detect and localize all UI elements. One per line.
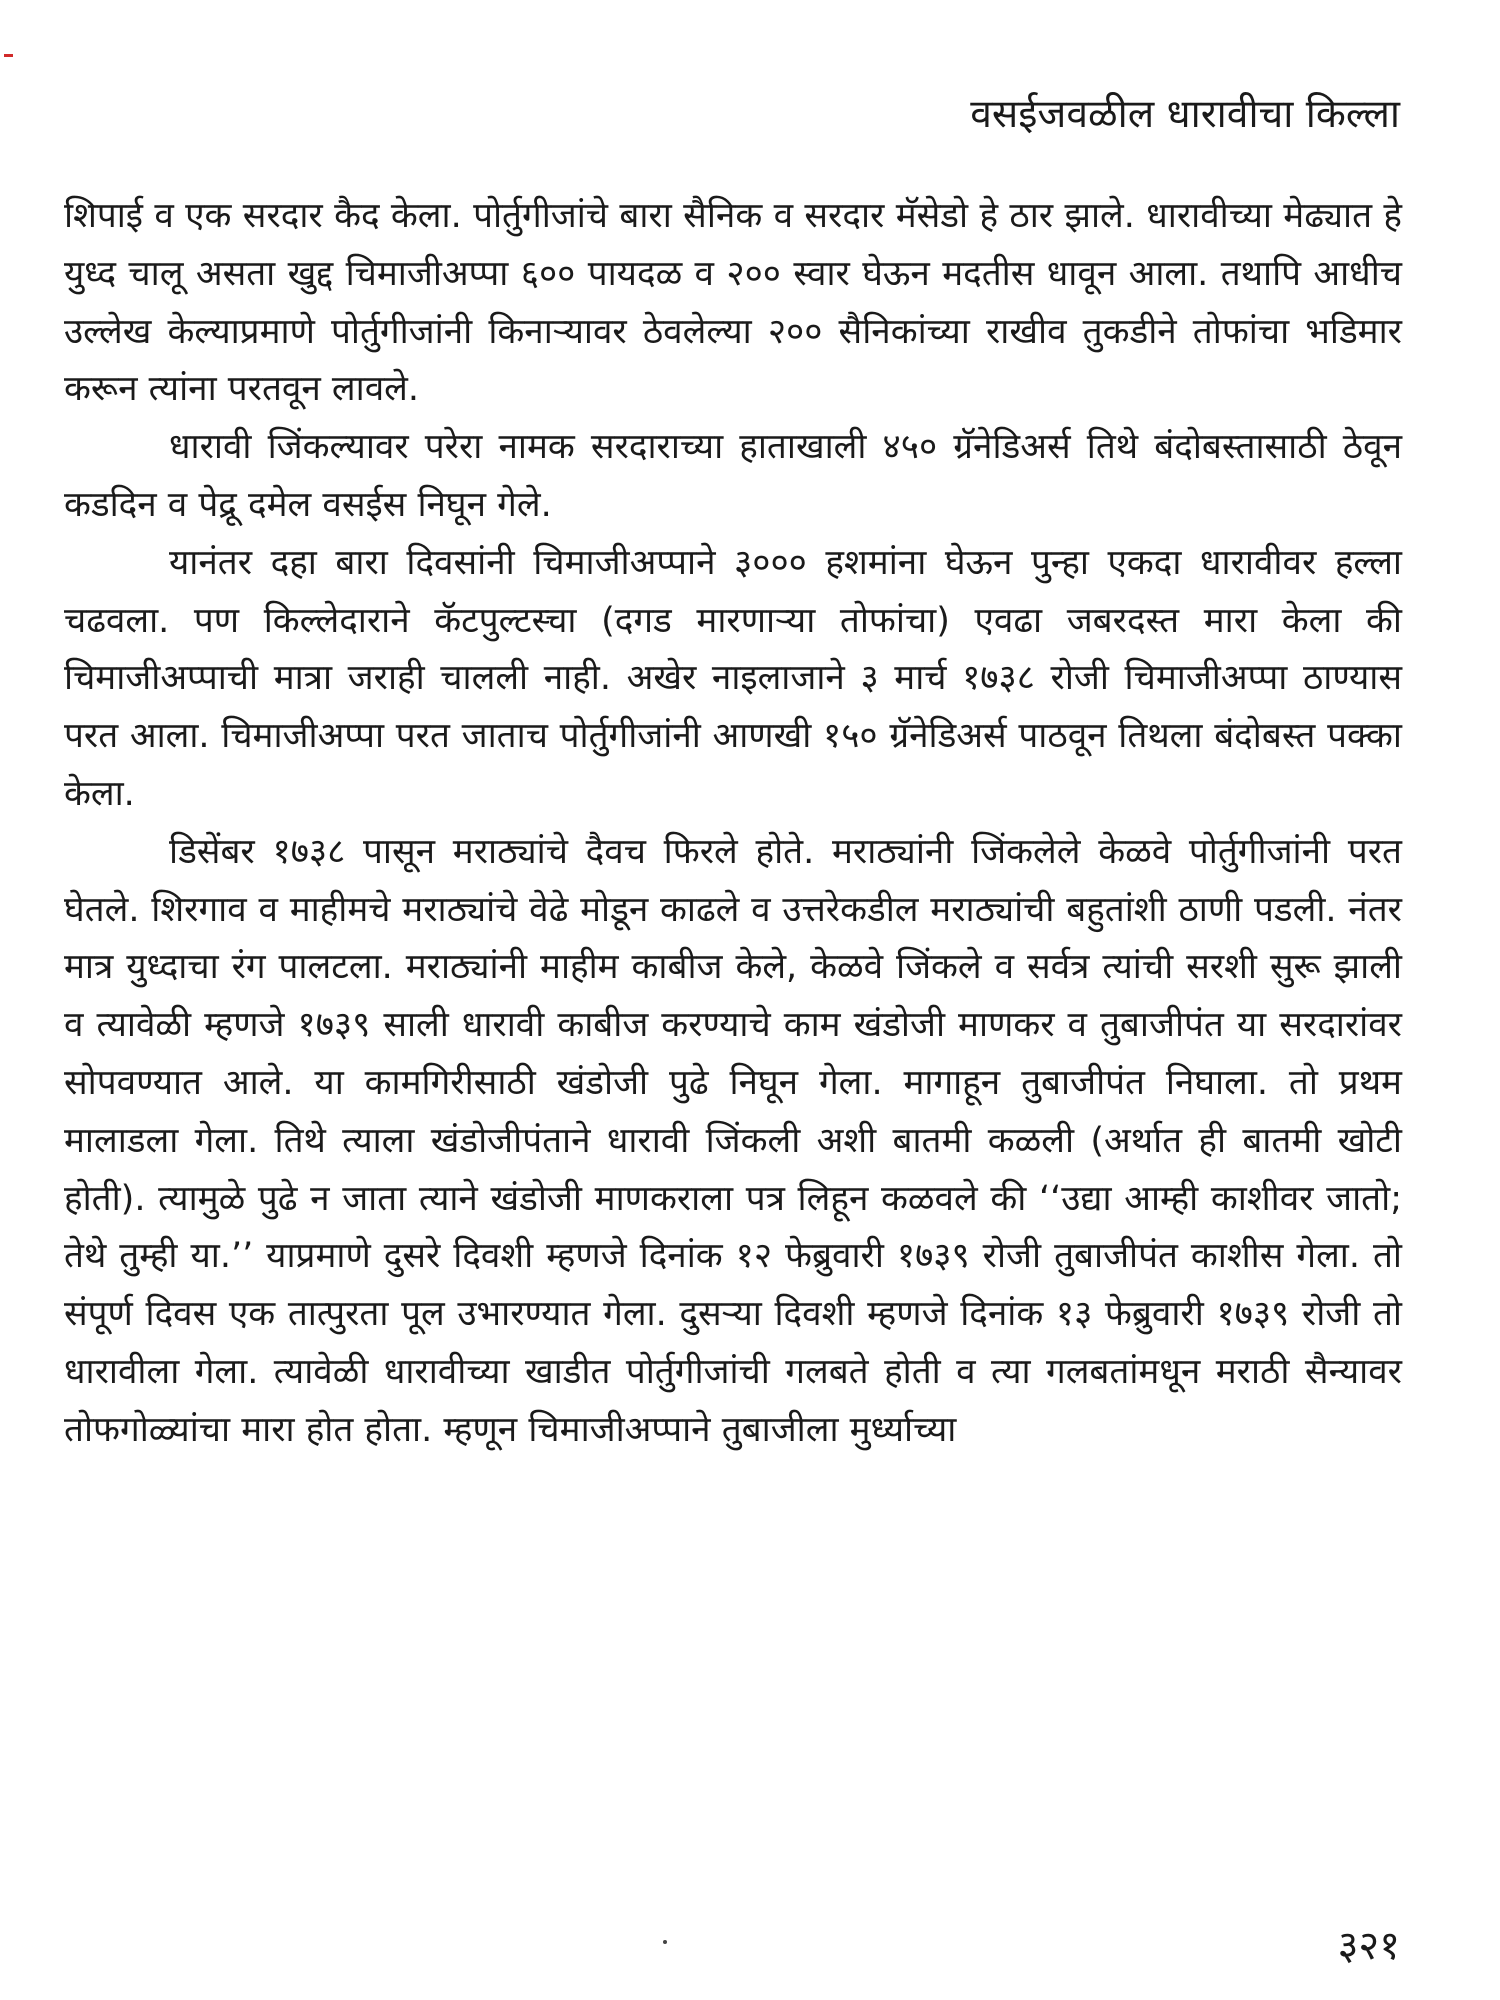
page-body-text [64,188,1402,1460]
paragraph-1: शिपाई व एक सरदार कैद केला. पोर्तुगीजांचे बारा सैनिक व सरदार मॅसेडो हे ठार झाले. धारावीच्या मेढ्यात हे युध्द चालू असता खुद्द चिमाजीअप्पा ६०० पायदळ व २०० स्वार घेऊन मदतीस धावून आला. तथापि आधीच उल्लेख केल्याप्रमाणे पोर्तुगीजांनी किनाऱ्यावर ठेवलेल्या २०० सैनिकांच्या राखीव तुकडीने तोफांचा भडिमार करून त्यांना परतवून लावले. [64,196,1402,410]
paragraph-4: डिसेंबर १७३८ पासून मराठ्यांचे दैवच फिरले होते. मराठ्यांनी जिंकलेले केळवे पोर्तुगीजांनी परत घेतले. शिरगाव व माहीमचे मराठ्यांचे वेढे मोडून काढले व उत्तरेकडील मराठ्यांची बहुतांशी ठाणी पडली. नंतर मात्र युध्दाचा रंग पालटला. मराठ्यांनी माहीम काबीज केले, केळवे जिंकले व सर्वत्र त्यांची सरशी सुरू झाली व त्यावेळी म्हणजे १७३९ साली धारावी काबीज करण्याचे काम खंडोजी माणकर व तुबाजीपंत या सरदारांवर सोपवण्यात आले. या कामगिरीसाठी खंडोजी पुढे निघून गेला. मागाहून तुबाजीपंत निघाला. तो प्रथम मालाडला गेला. तिथे त्याला खंडोजीपंताने धारावी जिंकली अशी बातमी कळली (अर्थात ही बातमी खोटी होती). त्यामुळे पुढे न जाता त्याने खंडोजी माणकराला पत्र लिहून कळवले की ‘‘उद्या आम्ही काशीवर जातो; तेथे तुम्ही या.’’ याप्रमाणे दुसरे दिवशी म्हणजे दिनांक १२ फेब्रुवारी १७३९ रोजी तुबाजीपंत काशीस गेला. तो संपूर्ण दिवस एक तात्पुरता पूल उभारण्यात गेला. दुसऱ्या दिवशी म्हणजे दिनांक १३ फेब्रुवारी १७३९ रोजी तो धारावीला गेला. त्यावेळी धारावीच्या खाडीत पोर्तुगीजांची गलबते होती व त्या गलबतांमधून मराठी सैन्यावर तोफगोळ्यांचा मारा होत होता. म्हणून चिमाजीअप्पाने तुबाजीला मुर्ध्याच्या [64,831,1402,1450]
scan-dot-mark [663,1940,667,1944]
running-header-title: वसईजवळील धारावीचा किल्ला [970,92,1400,137]
paragraph-2: धारावी जिंकल्यावर परेरा नामक सरदाराच्या हाताखाली ४५० ग्रॅनेडिअर्स तिथे बंदोबस्तासाठी ठेवून कडदिन व पेद्रू दमेल वसईस निघून गेले. [64,427,1402,525]
scan-artifact-mark [4,54,13,57]
paragraph-3: यानंतर दहा बारा दिवसांनी चिमाजीअप्पाने ३००० हशमांना घेऊन पुन्हा एकदा धारावीवर हल्ला चढवला. पण किल्लेदाराने कॅटपुल्टस्चा (दगड मारणाऱ्या तोफांचा) एवढा जबरदस्त मारा केला की चिमाजीअप्पाची मात्रा जराही चालली नाही. अखेर नाइलाजाने ३ मार्च १७३८ रोजी चिमाजीअप्पा ठाण्यास परत आला. चिमाजीअप्पा परत जाताच पोर्तुगीजांनी आणखी १५० ग्रॅनेडिअर्स पाठवून तिथला बंदोबस्त पक्का केला. [64,542,1402,814]
page-number: ३२१ [1337,1923,1400,1969]
